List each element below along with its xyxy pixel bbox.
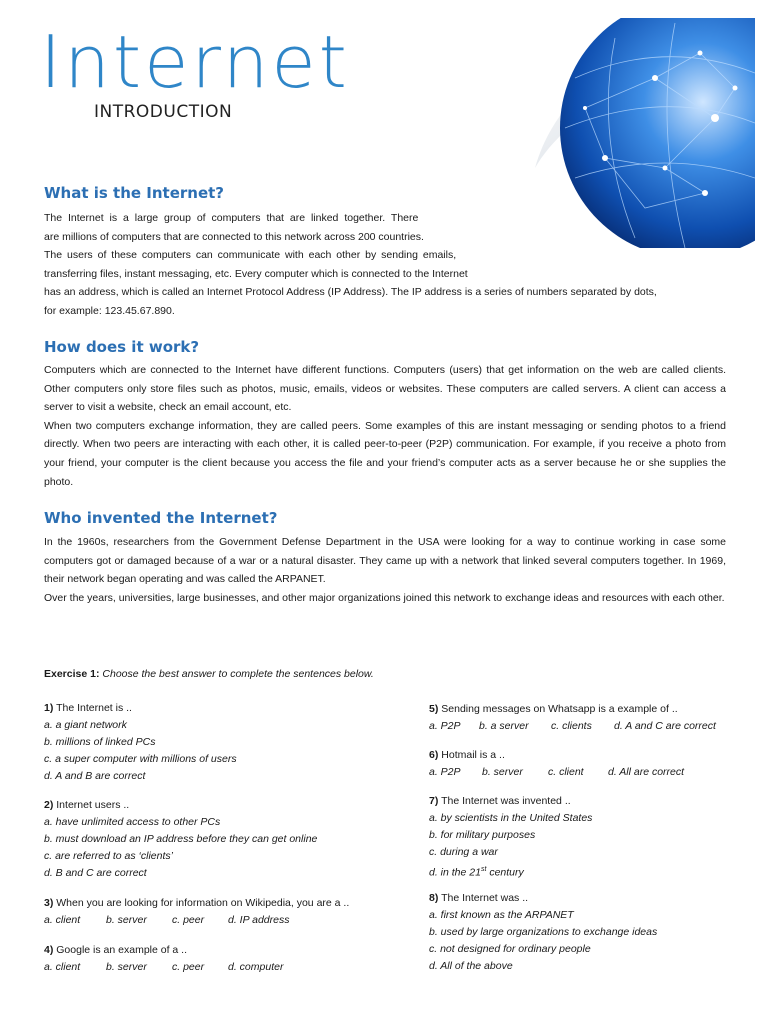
option: b. server — [106, 961, 147, 973]
exercise-label: Exercise 1: — [44, 668, 100, 680]
option: a. by scientists in the United States — [429, 812, 593, 824]
option: d. All are correct — [608, 766, 685, 778]
question-stem: The Internet is .. — [56, 702, 132, 714]
body-line: transferring files, instant messaging, etc. Every computer which is connected to the Internet — [44, 267, 468, 280]
option: c. a super computer with millions of users — [44, 753, 237, 765]
section-heading-how: How does it work? — [44, 338, 200, 356]
section-heading-who: Who invented the Internet? — [44, 509, 278, 527]
option: b. must download an IP address before they can get online — [44, 833, 318, 845]
page-title: Internet — [40, 20, 350, 104]
body-line: The users of these computers can communicate with each other by sending emails, — [44, 249, 457, 262]
exercise-heading — [44, 668, 374, 680]
option: c. during a war — [429, 846, 498, 858]
question-number: 6) — [429, 749, 439, 761]
option: d. A and C are correct — [614, 720, 716, 732]
question-7 — [429, 793, 592, 882]
question-number: 2) — [44, 799, 54, 811]
exercise-instruction: Choose the best answer to complete the sentences below. — [102, 668, 374, 680]
body-line: for example: 123.45.67.890. — [44, 304, 175, 317]
question-5 — [429, 701, 716, 735]
option: d. IP address — [228, 914, 290, 926]
option: b. server — [482, 766, 523, 778]
question-3 — [44, 895, 349, 929]
section-heading-what: What is the Internet? — [44, 184, 224, 202]
option: d. All of the above — [429, 960, 513, 972]
option: a. client — [44, 961, 81, 973]
body-paragraph: Computers which are connected to the Internet have different functions. Computers (users) that get information on the web are called clients. Other computers only store files such as photos, music, emails, videos or websites. These computers are called servers. A client can access a server to visit a website, check an email account, etc. — [44, 364, 726, 414]
question-8 — [429, 890, 657, 975]
question-stem: Google is an example of a .. — [56, 944, 188, 956]
option: d. B and C are correct — [44, 867, 147, 879]
option: d. computer — [228, 961, 284, 973]
question-6 — [429, 747, 684, 781]
question-number: 3) — [44, 897, 54, 909]
question-1 — [44, 700, 237, 785]
option: d. in the 21st century — [429, 866, 524, 879]
body-paragraph: In the 1960s, researchers from the Government Defense Department in the USA were looking for a way to continue working in case some computers got or damaged because of a war or a natural disaster. They came up with a network that linked several computers together. In 1969, their network began operating and was called the ARPANET. — [44, 536, 726, 586]
question-number: 4) — [44, 944, 54, 956]
question-stem: Internet users .. — [56, 799, 130, 811]
option: a. have unlimited access to other PCs — [44, 816, 221, 828]
question-4 — [44, 942, 283, 976]
option: c. not designed for ordinary people — [429, 943, 591, 955]
option: a. P2P — [429, 766, 461, 778]
option: a. a giant network — [44, 719, 127, 731]
question-number: 5) — [429, 703, 439, 715]
body-line: The Internet is a large group of computers that are linked together. There — [44, 212, 419, 224]
body-paragraph: When two computers exchange information, they are called peers. Some examples of this are instant messaging or sending photos to a friend directly. When two peers are interacting with each other, it is called peer-to-peer (P2P) communication. For example, if you receive a photo from your friend, your computer is the client because you access the file and your friend’s computer acts as a server because he or she supplies the photo. — [44, 419, 726, 488]
body-line: are millions of computers that are connected to this network across 200 countries. — [44, 230, 424, 243]
section-body-who — [44, 533, 726, 607]
option: a. client — [44, 914, 81, 926]
option: c. are referred to as ‘clients’ — [44, 850, 173, 862]
option: b. server — [106, 914, 147, 926]
question-number: 1) — [44, 702, 54, 714]
question-stem: When you are looking for information on Wikipedia, you are a .. — [56, 897, 350, 909]
question-stem: The Internet was .. — [441, 892, 529, 904]
option: b. a server — [479, 720, 529, 732]
body-line: has an address, which is called an Internet Protocol Address (IP Address). The IP address is a series of numbers separated by dots, — [44, 286, 657, 299]
question-number: 7) — [429, 795, 439, 807]
option: a. P2P — [429, 720, 461, 732]
option: c. clients — [551, 720, 592, 732]
question-number: 8) — [429, 892, 439, 904]
page-subtitle: INTRODUCTION — [94, 102, 233, 122]
option: c. peer — [172, 961, 205, 973]
section-body-what — [44, 209, 726, 321]
option: d. A and B are correct — [44, 770, 146, 782]
option: c. peer — [172, 914, 205, 926]
option: b. for military purposes — [429, 829, 536, 841]
option: a. first known as the ARPANET — [429, 909, 574, 921]
option: b. used by large organizations to exchange ideas — [429, 926, 658, 938]
question-2 — [44, 797, 317, 882]
question-stem: Sending messages on Whatsapp is a example of .. — [441, 703, 678, 715]
option: c. client — [548, 766, 584, 778]
body-paragraph: Over the years, universities, large businesses, and other major organizations joined this network to exchange ideas and resources with each other. — [44, 591, 725, 604]
option: b. millions of linked PCs — [44, 736, 156, 748]
question-stem: Hotmail is a .. — [441, 749, 505, 761]
question-stem: The Internet was invented .. — [441, 795, 571, 807]
section-body-how — [44, 361, 726, 491]
